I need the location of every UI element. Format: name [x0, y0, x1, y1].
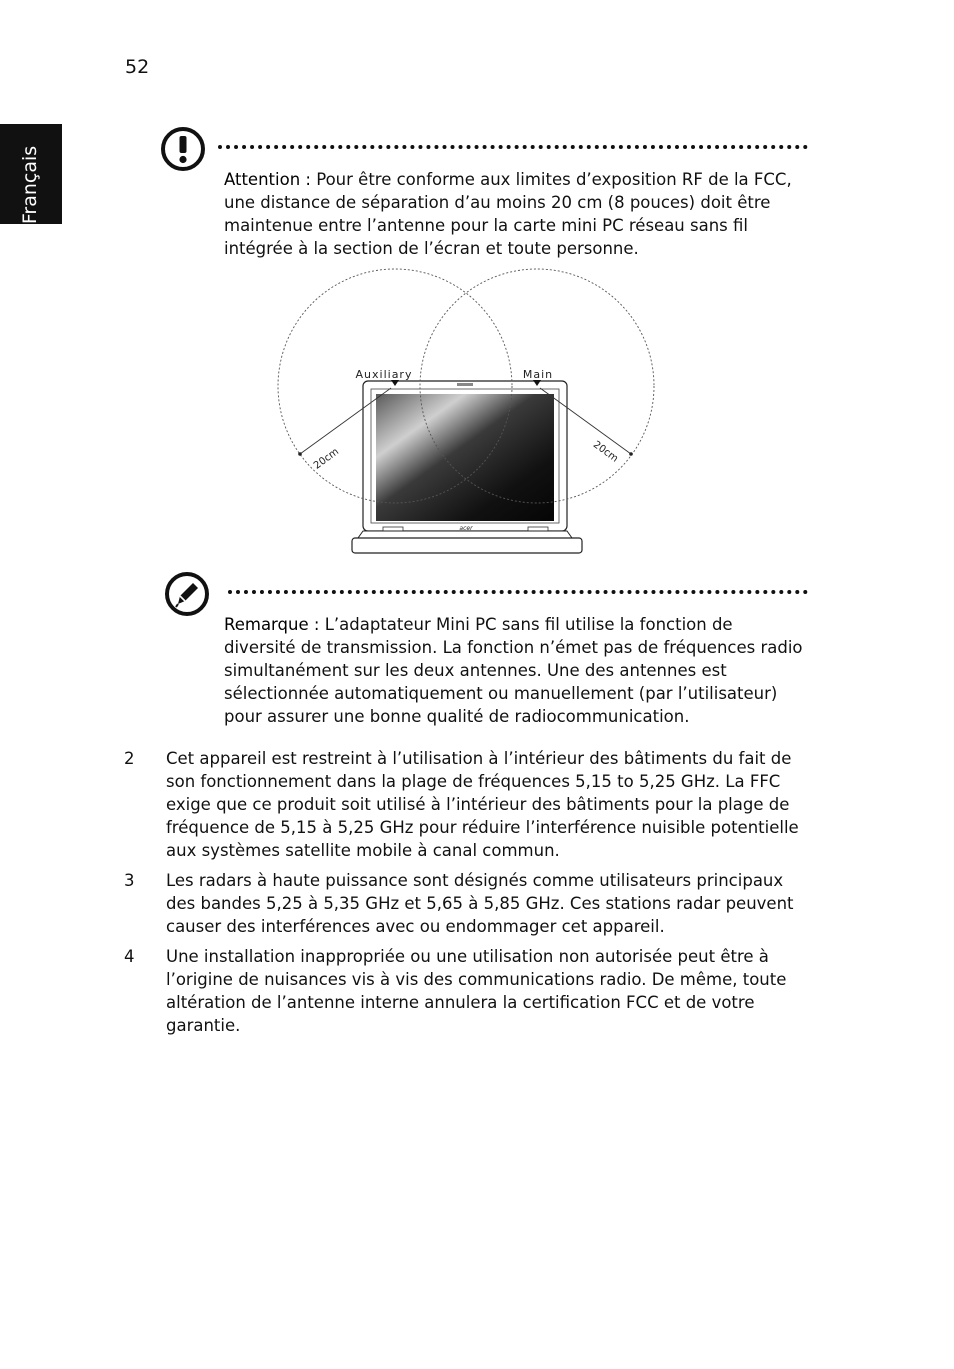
language-tab [0, 124, 62, 224]
list-item-number: 2 [124, 749, 135, 768]
remark-note [224, 613, 804, 728]
auxiliary-label: Auxiliary [355, 368, 413, 381]
list-item-number: 4 [124, 947, 135, 966]
language-tab-label: Français [19, 145, 41, 225]
main-label: Main [522, 368, 554, 381]
main-distance-label: 20cm [590, 439, 621, 465]
remark-divider [228, 590, 808, 594]
attention-note [224, 168, 804, 260]
attention-divider [218, 145, 808, 149]
list-item-text: Une installation inappropriée ou une utilisation non autorisée peut être à l’origine de nuisances vis à vis des communications radio. De même, toute altération de l’antenne interne annulera la certification FCC et de votre garantie. [166, 947, 787, 1035]
list-item [124, 945, 814, 1038]
laptop-drawing [352, 381, 582, 553]
warning-icon [160, 126, 206, 172]
note-pen-icon [164, 571, 210, 617]
list-item [124, 747, 814, 863]
page-number: 52 [125, 56, 150, 78]
list-item [124, 869, 814, 939]
attention-text: Pour être conforme aux limites d’exposition RF de la FCC, une distance de séparation d’au moins 20 cm (8 pouces) doit être maintenue entre l’antenne pour la carte mini PC réseau sans fil intégrée à la section de l’écran et toute personne. [224, 170, 792, 258]
antenna-diagram [270, 268, 670, 563]
remark-lead: Remarque : [224, 615, 320, 634]
list-item-number: 3 [124, 871, 135, 890]
list-item-text: Cet appareil est restreint à l’utilisation à l’intérieur des bâtiments du fait de son fonctionnement dans la plage de fréquences 5,15 to 5,25 GHz. La FFC exige que ce produit soit utilisé à l’intérieur des bâtiments pour la plage de fréquence de 5,15 à 5,25 GHz pour réduire l’interférence nuisible potentielle aux systèmes satellite mobile à canal commun. [166, 749, 799, 860]
remark-text: L’adaptateur Mini PC sans fil utilise la fonction de diversité de transmission. La fonction n’émet pas de fréquences radio simultanément sur les deux antennes. Une des antennes est sélectionnée automatiquement ou manuellement (par l’utilisateur) pour assurer une bonne qualité de radiocommunication. [224, 615, 803, 726]
laptop-brand: acer [459, 525, 473, 532]
attention-lead: Attention : [224, 170, 311, 189]
auxiliary-distance-label: 20cm [311, 446, 342, 472]
list-item-text: Les radars à haute puissance sont désignés comme utilisateurs principaux des bandes 5,25 à 5,35 GHz et 5,65 à 5,85 GHz. Ces stations radar peuvent causer des interférences avec ou endommager cet appareil. [166, 871, 794, 936]
